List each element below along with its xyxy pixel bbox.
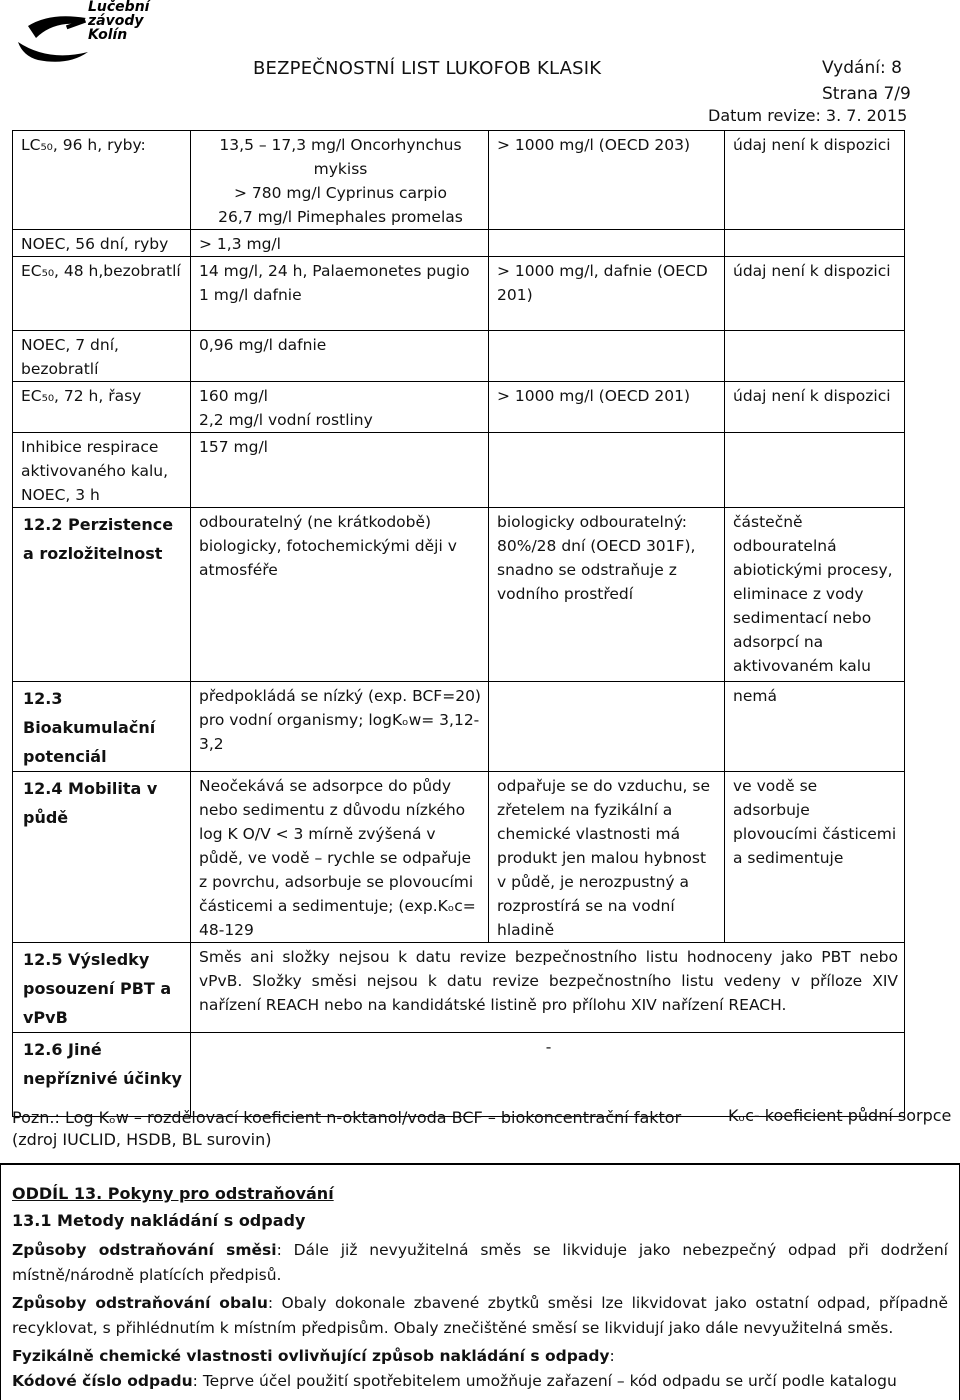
table-row <box>13 943 905 1033</box>
section-12-3-label: 12.3 Bioakumulační potenciál <box>13 682 191 772</box>
table-row <box>13 433 905 508</box>
disposal-mixture-paragraph <box>12 1238 948 1288</box>
paragraph-text: : Teprve účel použití spotřebitelem umožňuje zařazení – kód odpadu se určí podle katalogu <box>192 1372 897 1390</box>
section-12-2-label: 12.2 Perzistence a rozložitelnost <box>13 508 191 682</box>
table-cell: Neočekává se adsorpce do půdy nebo sedimentu z důvodu nízkého log K O/V < 3 mírně zvýšená v půdě, ve vodě – rychle se odpařuje z povrchu, adsorbuje se plovoucími částicemi a sedimentuje; (exp.Kₒc= 48-129 <box>191 772 489 943</box>
table-cell: - <box>191 1033 905 1117</box>
table-cell: částečně odbouratelná abiotickými procesy, eliminace z vody sedimentací nebo adsorpcí na aktivovaném kalu <box>725 508 905 682</box>
table-cell <box>725 230 905 257</box>
paragraph-text: : Dále již nevyužitelná směs se likviduje jako nebezpečný odpad při dodržení místně/národně platících předpisů. <box>12 1241 948 1284</box>
paragraph-label: Způsoby odstraňování obalu <box>12 1294 268 1312</box>
logo-line: Lučební <box>88 0 150 15</box>
page-number: Strana 7/9 <box>822 84 911 104</box>
table-cell <box>725 433 905 508</box>
table-cell <box>489 433 725 508</box>
section-13-heading: ODDÍL 13. Pokyny pro odstraňování <box>12 1184 334 1203</box>
table-cell: 160 mg/l 2,2 mg/l vodní rostliny <box>191 382 489 433</box>
paragraph-label: Fyzikálně chemické vlastnosti ovlivňující způsob nakládání s odpady <box>12 1347 610 1365</box>
table-cell: EC₅₀, 72 h, řasy <box>13 382 191 433</box>
koc-note: Kₒc- koeficient půdní sorpce <box>728 1106 952 1125</box>
table-row <box>13 257 905 331</box>
table-row <box>13 331 905 382</box>
table-note: Pozn.: Log Kₒw – rozdělovací koeficient n-oktanol/voda BCF – biokoncentrační faktor <box>12 1108 682 1127</box>
physchem-paragraph <box>12 1344 948 1369</box>
table-row <box>13 682 905 772</box>
table-cell <box>489 331 725 382</box>
section-12-4-label: 12.4 Mobilita v půdě <box>13 772 191 943</box>
table-cell: odbouratelný (ne krátkodobě) biologicky, fotochemickými ději v atmosféře <box>191 508 489 682</box>
table-cell: údaj není k dispozici <box>725 131 905 230</box>
logo-line: Kolín <box>88 27 128 43</box>
table-cell: biologicky odbouratelný: 80%/28 dní (OECD 301F), snadno se odstraňuje z vodního prostředí <box>489 508 725 682</box>
table-cell: předpokládá se nízký (exp. BCF=20) pro vodní organismy; logKₒw= 3,12-3,2 <box>191 682 489 772</box>
table-cell: ve vodě se adsorbuje plovoucími částicemi a sedimentuje <box>725 772 905 943</box>
table-cell: LC₅₀, 96 h, ryby: <box>13 131 191 230</box>
logo-line: závody <box>88 13 144 29</box>
table-row <box>13 131 905 230</box>
table-cell: Směs ani složky nejsou k datu revize bezpečnostního listu hodnoceny jako PBT nebo vPvB. Složky směsi nejsou k datu revize bezpečnostního listu vedeny v příloze XIV nařízení REACH nebo na kandidátské listině pro přílohu XIV nařízení REACH. <box>191 943 905 1033</box>
table-row <box>13 508 905 682</box>
section-12-5-label: 12.5 Výsledky posouzení PBT a vPvB <box>13 943 191 1033</box>
table-cell <box>489 230 725 257</box>
table-cell: nemá <box>725 682 905 772</box>
paragraph-text: : <box>609 1347 615 1365</box>
document-title: BEZPEČNOSTNÍ LIST LUKOFOB KLASIK <box>253 58 602 79</box>
paragraph-label: Kódové číslo odpadu <box>12 1372 193 1390</box>
disposal-packaging-paragraph <box>12 1291 948 1341</box>
table-cell: > 1,3 mg/l <box>191 230 489 257</box>
table-cell: NOEC, 7 dní, bezobratlí <box>13 331 191 382</box>
revision-date: Datum revize: 3. 7. 2015 <box>708 106 908 125</box>
section-13-1-heading: 13.1 Metody nakládání s odpady <box>12 1211 306 1230</box>
table-cell: 0,96 mg/l dafnie <box>191 331 489 382</box>
table-cell: EC₅₀, 48 h,bezobratlí <box>13 257 191 331</box>
table-cell: > 1000 mg/l (OECD 201) <box>489 382 725 433</box>
table-row <box>13 382 905 433</box>
table-row <box>13 230 905 257</box>
table-cell: NOEC, 56 dní, ryby <box>13 230 191 257</box>
table-cell: údaj není k dispozici <box>725 257 905 331</box>
table-row <box>13 1033 905 1117</box>
table-cell <box>725 331 905 382</box>
table-cell: 13,5 – 17,3 mg/l Oncorhynchus mykiss > 780 mg/l Cyprinus carpio 26,7 mg/l Pimephales promelas <box>191 131 489 230</box>
table-row <box>13 772 905 943</box>
table-cell: > 1000 mg/l, dafnie (OECD 201) <box>489 257 725 331</box>
paragraph-text: : Obaly dokonale zbavené zbytků směsi lze likvidovat jako ostatní odpad, případně recyklovat, s přihlédnutím k místním předpisům. Obaly znečištěné směsí se likvidují jako dále nevyužitelná směs. <box>12 1294 948 1337</box>
table-cell: 14 mg/l, 24 h, Palaemonetes pugio 1 mg/l dafnie <box>191 257 489 331</box>
table-cell: Inhibice respirace aktivovaného kalu, NOEC, 3 h <box>13 433 191 508</box>
table-cell: 157 mg/l <box>191 433 489 508</box>
table-cell: > 1000 mg/l (OECD 203) <box>489 131 725 230</box>
section-12-6-label: 12.6 Jiné nepříznivé účinky <box>13 1033 191 1117</box>
table-cell: údaj není k dispozici <box>725 382 905 433</box>
waste-code-paragraph <box>12 1369 948 1394</box>
edition-number: Vydání: 8 <box>822 58 902 78</box>
paragraph-label: Způsoby odstraňování směsi <box>12 1241 277 1259</box>
ecotoxicity-table <box>12 130 905 1117</box>
source-note: (zdroj IUCLID, HSDB, BL surovin) <box>12 1130 272 1149</box>
table-cell <box>489 682 725 772</box>
logo-text <box>88 0 149 42</box>
table-cell: odpařuje se do vzduchu, se zřetelem na fyzikální a chemické vlastnosti má produkt jen malou hybnost v půdě, je nerozpustný a rozprostírá se na vodní hladině <box>489 772 725 943</box>
